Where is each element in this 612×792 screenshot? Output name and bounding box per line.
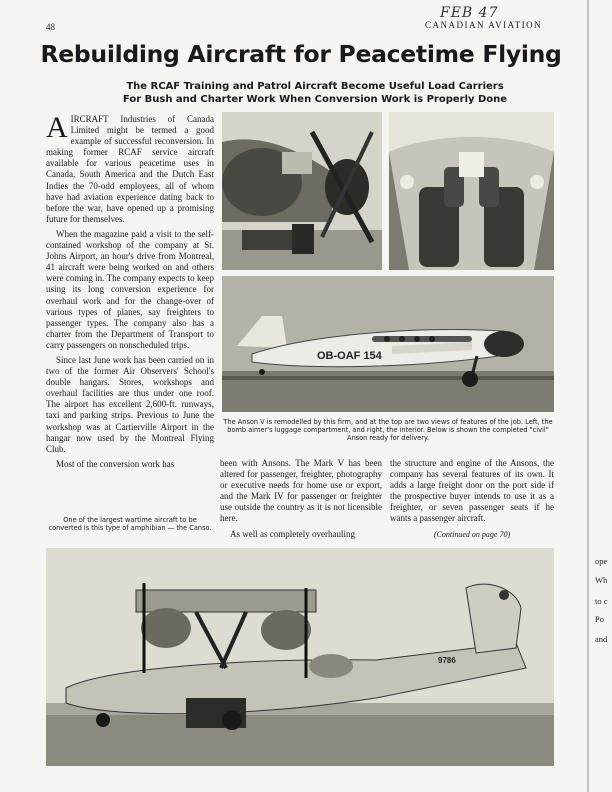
photo-canso-amphibian <box>46 548 554 766</box>
article-title: Rebuilding Aircraft for Peacetime Flying <box>40 40 562 68</box>
edge-fragment: Wh <box>595 575 608 585</box>
photo-luggage-compartment <box>222 112 382 270</box>
edge-fragment: to c <box>595 596 608 606</box>
photo-cabin-interior <box>389 112 554 270</box>
paragraph: Most of the conversion work has <box>56 458 175 469</box>
paragraph: When the magazine paid a visit to the self-contained workshop of the company at St. Johns Airport, an hour's drive from Montreal, 41 aircraft were being worked on and others were coming in. The company expects to keep using its long conversion experience for overhaul work and for the change-over of various types of planes, say freighters to passenger types. The company also has a charter from the Department of Transport to carry passengers on nonscheduled trips. <box>46 228 214 350</box>
handwritten-date: FEB 47 <box>440 5 499 21</box>
article-column-1 <box>46 114 214 504</box>
paragraph: As well as completely overhauling <box>230 528 355 539</box>
page-gutter <box>587 0 589 792</box>
edge-fragment: ope <box>595 556 608 566</box>
article-subtitle <box>70 80 560 106</box>
article-column-3 <box>390 458 554 540</box>
magazine-name: CANADIAN AVIATION <box>425 20 543 30</box>
subtitle-line-2: For Bush and Charter Work When Conversion Work is Properly Done <box>122 94 508 105</box>
page-number: 48 <box>46 22 55 32</box>
subtitle-line-1: The RCAF Training and Patrol Aircraft Become Useful Load Carriers <box>126 81 504 92</box>
anson-registration: OB-OAF 154 <box>317 350 382 362</box>
anson-caption: The Anson V is remodelled by this firm, and at the top are two views of features of the job. Left, the bomb aimer's luggage compartment, and right, the interior. Below is shown the completed "civil" Anson ready for delivery. <box>223 418 553 443</box>
edge-fragment: Po <box>595 614 604 624</box>
drop-cap: A <box>46 114 68 144</box>
paragraph: Since last June work has been carried on in two of the former Air Observers' School's double hangars. Stores, workshops and overhaul facilities are thus under one roof. The airport has excellent 2,600-ft. runways, taxi and parking strips. Previous to June the workshop was at Cartierville Airport in the hangar now used by the Montreal Flying Club. <box>46 354 214 454</box>
paragraph: IRCRAFT Industries of Canada Limited might be termed a good example of successful reconversion. In making former RCAF service aircraft available for various peacetime uses in Canada, South America and the Dutch East Indies the 70-odd employees, all of whom have had aviation experience dating back to before the war, have opened up a promising future for themselves. <box>46 114 214 224</box>
edge-fragment: and <box>595 634 608 644</box>
paragraph: been with Ansons. The Mark V has been altered for passenger, freighter, photography or executive needs for home use or export, and the Mark IV for passenger or freighter use outside the country as it is not licensible here. <box>220 458 382 524</box>
article-column-2 <box>220 458 382 544</box>
continued-note: (Continued on page 70) <box>433 529 511 539</box>
paragraph: the structure and engine of the Ansons, the company has several features of its own. It adds a large freight door on the port side if the prospective buyer intends to use it as a freighter, or seven passenger seats if he wants a passenger aircraft. <box>390 458 554 524</box>
canso-caption: One of the largest wartime aircraft to be converted is this type of amphibian — the Canso. <box>48 516 212 533</box>
canso-number: 9786 <box>438 656 456 665</box>
photo-anson-aircraft <box>222 276 554 412</box>
